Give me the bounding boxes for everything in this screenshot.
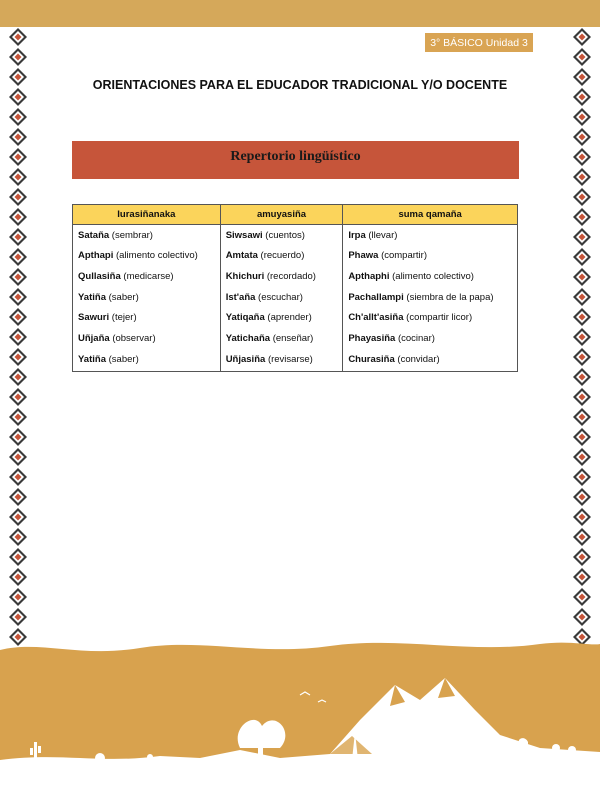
table-cell (220, 349, 343, 372)
aymara-word: Phayasiña (348, 332, 396, 344)
aymara-word: Irpa (348, 229, 366, 241)
table-row (73, 328, 518, 349)
table-cell (343, 328, 518, 349)
aymara-word: Ist'aña (225, 291, 256, 303)
table-cell (220, 287, 343, 308)
table-cell (73, 307, 221, 328)
word-meaning: (llevar) (368, 229, 398, 241)
table-cell (343, 246, 518, 267)
table-cell (343, 266, 518, 287)
left-decorative-border (8, 27, 28, 727)
table-cell (73, 328, 221, 349)
aymara-word: Phawa (348, 250, 379, 262)
word-meaning: (sembrar) (111, 229, 153, 241)
table-row (73, 225, 518, 246)
table-row (73, 246, 518, 267)
aymara-word: Uñjasiña (225, 354, 266, 366)
word-meaning: (saber) (108, 354, 139, 366)
section-title: Repertorio lingüístico (230, 149, 361, 164)
aymara-word: Churasiña (348, 354, 395, 366)
table-row (73, 307, 518, 328)
word-meaning: (aprender) (267, 312, 312, 324)
aymara-word: Amtata (225, 250, 258, 262)
unit-badge: 3° BÁSICO Unidad 3 (425, 33, 533, 52)
word-meaning: (tejer) (111, 312, 137, 324)
word-meaning: (compartir licor) (406, 312, 473, 324)
word-meaning: (alimento colectivo) (116, 250, 198, 262)
aymara-word: Yatiña (78, 291, 106, 303)
table-cell (343, 307, 518, 328)
column-header: amuyasiña (220, 205, 343, 225)
table-cell (220, 328, 343, 349)
word-meaning: (recuerdo) (260, 250, 305, 262)
word-meaning: (saber) (108, 291, 139, 303)
table-cell (220, 225, 343, 246)
aymara-word: Ch'allt'asiña (348, 312, 404, 324)
table-cell (343, 349, 518, 372)
column-header: suma qamaña (343, 205, 518, 225)
aymara-word: Yatichaña (225, 332, 271, 344)
top-color-bar (0, 0, 600, 27)
aymara-word: Yatiña (78, 354, 106, 366)
word-meaning: (compartir) (381, 250, 427, 262)
page-title: ORIENTACIONES PARA EL EDUCADOR TRADICIONAL Y/O DOCENTE (92, 78, 508, 92)
table-cell (220, 266, 343, 287)
aymara-word: Sataña (78, 229, 110, 241)
table-cell (73, 287, 221, 308)
aymara-word: Pachallampi (348, 291, 404, 303)
aymara-word: Qullasiña (78, 270, 121, 282)
column-header: Iurasiñanaka (73, 205, 221, 225)
table-row (73, 266, 518, 287)
word-meaning: (medicarse) (123, 270, 174, 282)
table-cell (343, 225, 518, 246)
word-meaning: (cuentos) (265, 229, 305, 241)
word-meaning: (escuchar) (258, 291, 303, 303)
aymara-word: Siwsawi (225, 229, 263, 241)
table-header-row (73, 205, 518, 225)
vocabulary-table (72, 204, 518, 372)
word-meaning: (enseñar) (272, 332, 314, 344)
table-cell (220, 246, 343, 267)
aymara-word: Sawuri (78, 312, 110, 324)
word-meaning: (recordado) (266, 270, 316, 282)
landscape-illustration (0, 640, 600, 800)
aymara-word: Khichuri (225, 270, 265, 282)
word-meaning: (convidar) (397, 354, 440, 366)
word-meaning: (observar) (112, 332, 156, 344)
word-meaning: (siembra de la papa) (406, 291, 494, 303)
table-cell (73, 349, 221, 372)
aymara-word: Uñjaña (78, 332, 110, 344)
word-meaning: (revisarse) (267, 354, 313, 366)
table-cell (343, 287, 518, 308)
table-row (73, 349, 518, 372)
table-cell (73, 266, 221, 287)
word-meaning: (alimento colectivo) (392, 270, 474, 282)
section-banner (72, 141, 519, 179)
table-cell (73, 225, 221, 246)
table-cell (220, 307, 343, 328)
aymara-word: Apthaphi (348, 270, 390, 282)
table-cell (73, 246, 221, 267)
aymara-word: Yatiqaña (225, 312, 265, 324)
word-meaning: (cocinar) (397, 332, 435, 344)
table-row (73, 287, 518, 308)
right-decorative-border (572, 27, 592, 727)
aymara-word: Apthapi (78, 250, 114, 262)
